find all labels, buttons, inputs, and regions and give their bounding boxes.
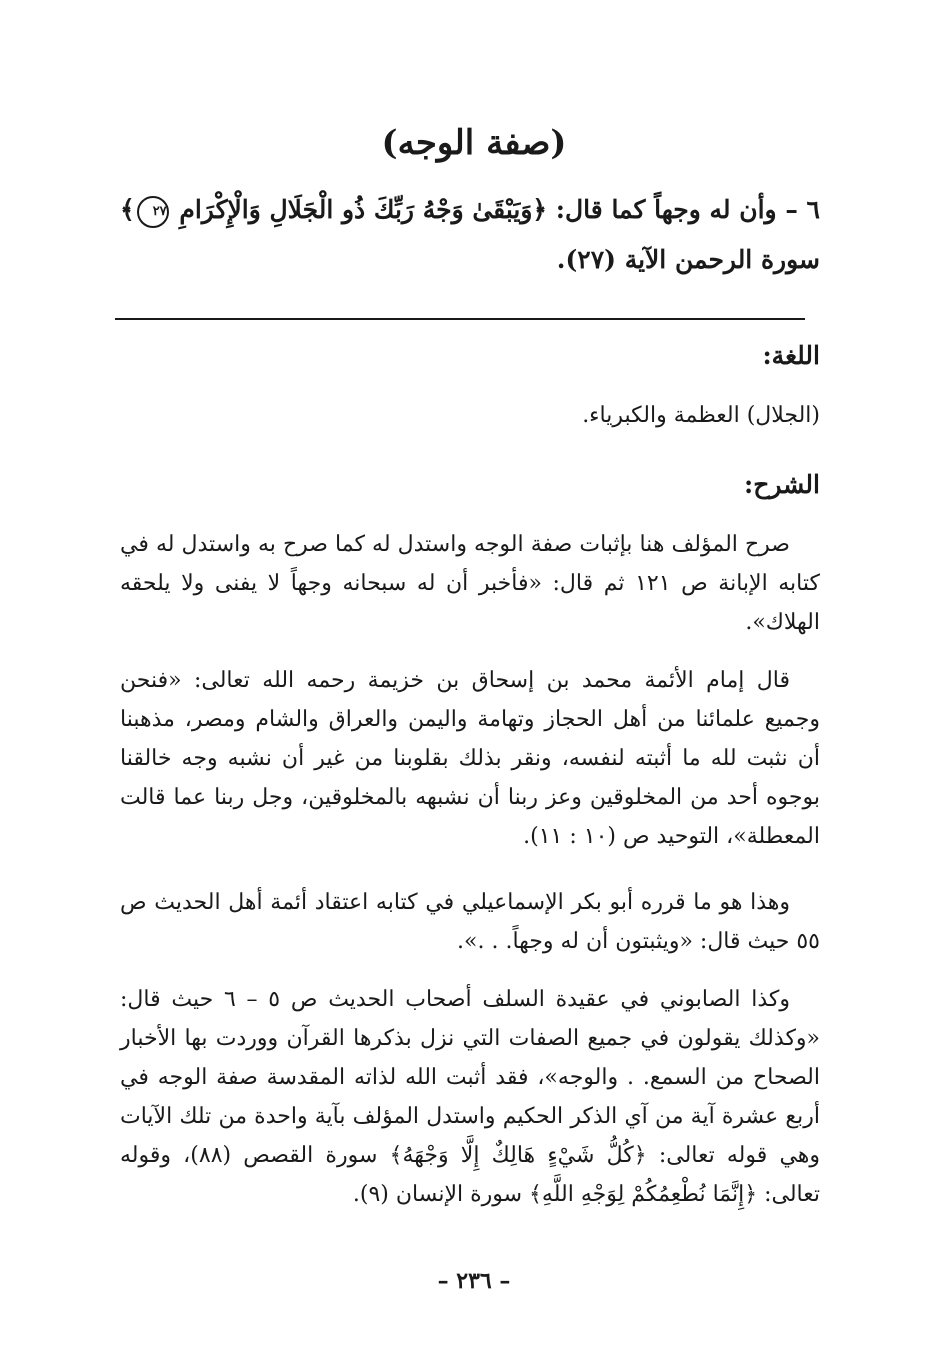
sharh-heading: الشرح: <box>743 470 820 499</box>
lugha-heading: اللغة: <box>762 341 820 370</box>
main-statement-text: ٦ – وأن له وجهاً كما قال: ﴿وَيَبْقَىٰ وَجْهُ رَبِّكَ ذُو الْجَلَالِ وَالْإِكْرَامِ <box>179 195 820 224</box>
ayah-number-marker: ٢٧ <box>137 196 169 228</box>
section-divider <box>115 318 805 320</box>
page-number: – ٢٣٦ – <box>437 1268 511 1294</box>
main-statement-reference: ﴾ سورة الرحمن الآية (٢٧). <box>120 195 820 274</box>
lugha-text: (الجلال) العظمة والكبرياء. <box>582 403 820 428</box>
sharh-paragraph: وكذا الصابوني في عقيدة السلف أصحاب الحديث ص ٥ – ٦ حيث قال: «وكذلك يقولون في جميع الصفات التي نزل بذكرها القرآن ووردت بها الأخبار الصحاح من السمع. . والوجه»، فقد أثبت الله لذاته المقدسة صفة الوجه في أربع عشرة آية من آي الذكر الحكيم واستدل المؤلف بآية واحدة من تلك الآيات وهي قوله تعالى: ﴿كُلُّ شَيْءٍ هَالِكٌ إِلَّا وَجْهَهُ﴾ سورة القصص (٨٨)، وقوله تعالى: ﴿إِنَّمَا نُطْعِمُكُمْ لِوَجْهِ اللَّهِ﴾ سورة الإنسان (٩). <box>120 987 821 1207</box>
page-title: (صفة الوجه) <box>381 123 567 163</box>
sharh-paragraph: صرح المؤلف هنا بإثبات صفة الوجه واستدل له كما صرح به واستدل له في كتابه الإبانة ص ١٢١ ثم قال: «فأخبر أن له سبحانه وجهاً لا يفنى ولا يلحقه الهلاك». <box>120 532 820 635</box>
sharh-paragraph: قال إمام الأئمة محمد بن إسحاق بن خزيمة رحمه الله تعالى: «فنحن وجميع علمائنا من أهل الحجاز وتهامة واليمن والعراق والشام ومصر، مذهبنا أن نثبت لله ما أثبته لنفسه، ونقر بذلك بقلوبنا من غير أن نشبه وجه خالقنا بوجوه أحد من المخلوقين وعز ربنا أن نشبهه بالمخلوقين، وجل ربنا عما قالت المعطلة»، التوحيد ص (١٠ : ١١). <box>120 668 820 849</box>
sharh-paragraph: وهذا هو ما قرره أبو بكر الإسماعيلي في كتابه اعتقاد أئمة أهل الحديث ص ٥٥ حيث قال: «ويثبتون أن له وجهاً. . .». <box>120 890 820 954</box>
main-statement <box>120 185 820 285</box>
